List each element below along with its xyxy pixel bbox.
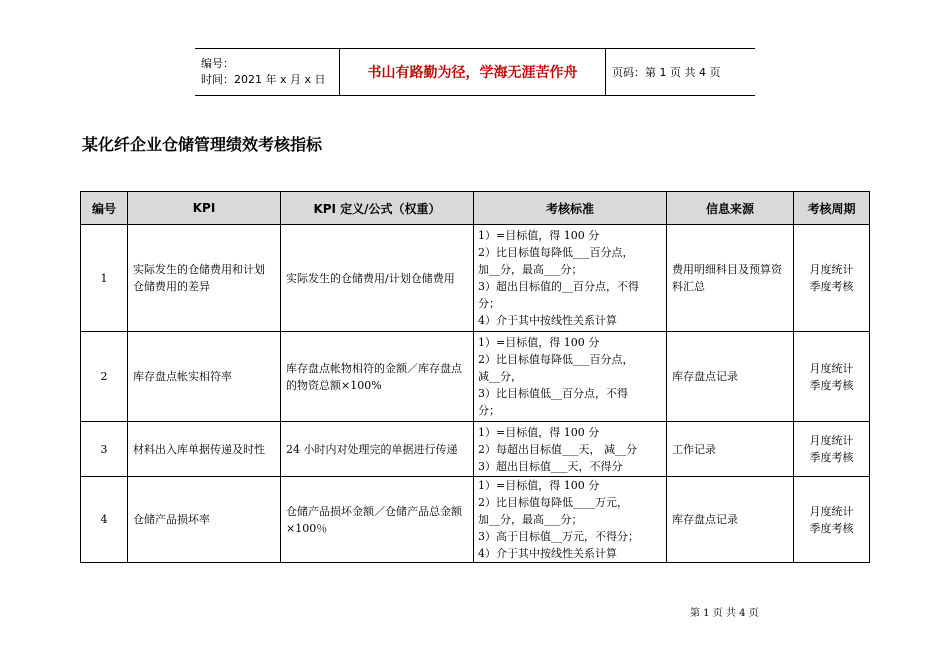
row-period xyxy=(794,225,870,332)
header-page-cell xyxy=(606,49,756,96)
standard-line: 1）=目标值，得 100 分 xyxy=(478,479,600,492)
header-col-kpi: KPI xyxy=(128,192,281,225)
row-definition: 仓储产品损坏金额／仓储产品总金额×100％ xyxy=(281,477,474,563)
code-label: 编号： xyxy=(201,57,234,70)
document-title: 某化纤企业仓储管理绩效考核指标 xyxy=(82,135,323,154)
period-line: 季度考核 xyxy=(809,280,854,293)
row-num: 4 xyxy=(81,477,128,563)
header-col-period: 考核周期 xyxy=(794,192,870,225)
row-definition: 实际发生的仓储费用/计划仓储费用 xyxy=(281,225,474,332)
standard-line: 2）每超出目标值___天， 减__分 xyxy=(478,442,637,456)
period-line: 季度考核 xyxy=(809,378,854,392)
standard-line: 2）比目标值每降低___百分点， xyxy=(478,246,634,259)
row-period xyxy=(794,477,870,563)
header-col-num: 编号 xyxy=(81,192,128,225)
standard-line: 3）超出目标值的__百分点，不得 xyxy=(478,280,639,293)
standard-line: 1）=目标值，得 100 分 xyxy=(478,425,600,439)
row-kpi: 实际发生的仓储费用和计划仓储费用的差异 xyxy=(128,225,281,332)
period-line: 月度统计 xyxy=(809,434,854,447)
row-kpi: 库存盘点帐实相符率 xyxy=(128,332,281,422)
period-line: 季度考核 xyxy=(809,521,854,535)
row-source: 工作记录 xyxy=(667,422,794,477)
standard-line: 减__分， xyxy=(478,370,522,383)
row-definition: 24 小时内对处理完的单据进行传递 xyxy=(281,422,474,477)
motto-text: 书山有路勤为径，学海无涯苦作舟 xyxy=(367,65,578,81)
row-source: 库存盘点记录 xyxy=(667,477,794,563)
period-line: 月度统计 xyxy=(809,504,854,518)
header-col-definition: KPI 定义/公式（权重） xyxy=(281,192,474,225)
row-standard xyxy=(474,332,667,422)
standard-line: 3）超出目标值___天，不得分 xyxy=(478,459,623,473)
standard-line: 1）=目标值，得 100 分 xyxy=(478,229,600,242)
standard-line: 加__分，最高___分； xyxy=(478,263,583,276)
standard-line: 加__分，最高___分； xyxy=(478,513,583,526)
standard-line: 3）比目标值低__百分点，不得 xyxy=(478,387,628,400)
period-line: 月度统计 xyxy=(809,263,854,276)
page-label: 页码：第 1 页 共 4 页 xyxy=(612,66,721,79)
table-row xyxy=(81,225,870,332)
header-meta-cell xyxy=(195,49,340,96)
standard-line: 2）比目标值每降低____万元， xyxy=(478,496,628,509)
standard-line: 3）高于目标值__万元，不得分； xyxy=(478,530,639,543)
row-num: 3 xyxy=(81,422,128,477)
table-row xyxy=(81,332,870,422)
kpi-table xyxy=(80,191,870,563)
page-footer: 第 1 页 共 4 页 xyxy=(690,608,759,619)
standard-line: 分； xyxy=(478,297,500,310)
row-kpi: 材料出入库单据传递及时性 xyxy=(128,422,281,477)
time-label: 时间：2021 年 x 月 x 日 xyxy=(201,73,326,86)
standard-line: 2）比目标值每降低___百分点， xyxy=(478,353,634,366)
standard-line: 分； xyxy=(478,404,500,417)
document-header xyxy=(195,48,755,96)
row-kpi: 仓储产品损坏率 xyxy=(128,477,281,563)
row-num: 1 xyxy=(81,225,128,332)
header-motto-cell xyxy=(340,49,606,96)
table-row xyxy=(81,477,870,563)
row-standard xyxy=(474,477,667,563)
standard-line: 4）介于其中按线性关系计算 xyxy=(478,547,617,560)
row-source: 库存盘点记录 xyxy=(667,332,794,422)
row-standard xyxy=(474,225,667,332)
row-source: 费用明细科目及预算资料汇总 xyxy=(667,225,794,332)
table-row xyxy=(81,422,870,477)
row-definition: 库存盘点帐物相符的金额／库存盘点的物资总额×100% xyxy=(281,332,474,422)
period-line: 月度统计 xyxy=(809,361,854,375)
standard-line: 4）介于其中按线性关系计算 xyxy=(478,314,617,327)
header-col-source: 信息来源 xyxy=(667,192,794,225)
standard-line: 1）=目标值，得 100 分 xyxy=(478,336,600,349)
row-standard xyxy=(474,422,667,477)
row-num: 2 xyxy=(81,332,128,422)
header-col-standard: 考核标准 xyxy=(474,192,667,225)
period-line: 季度考核 xyxy=(809,451,854,464)
row-period xyxy=(794,422,870,477)
table-header-row xyxy=(81,192,870,225)
row-period xyxy=(794,332,870,422)
